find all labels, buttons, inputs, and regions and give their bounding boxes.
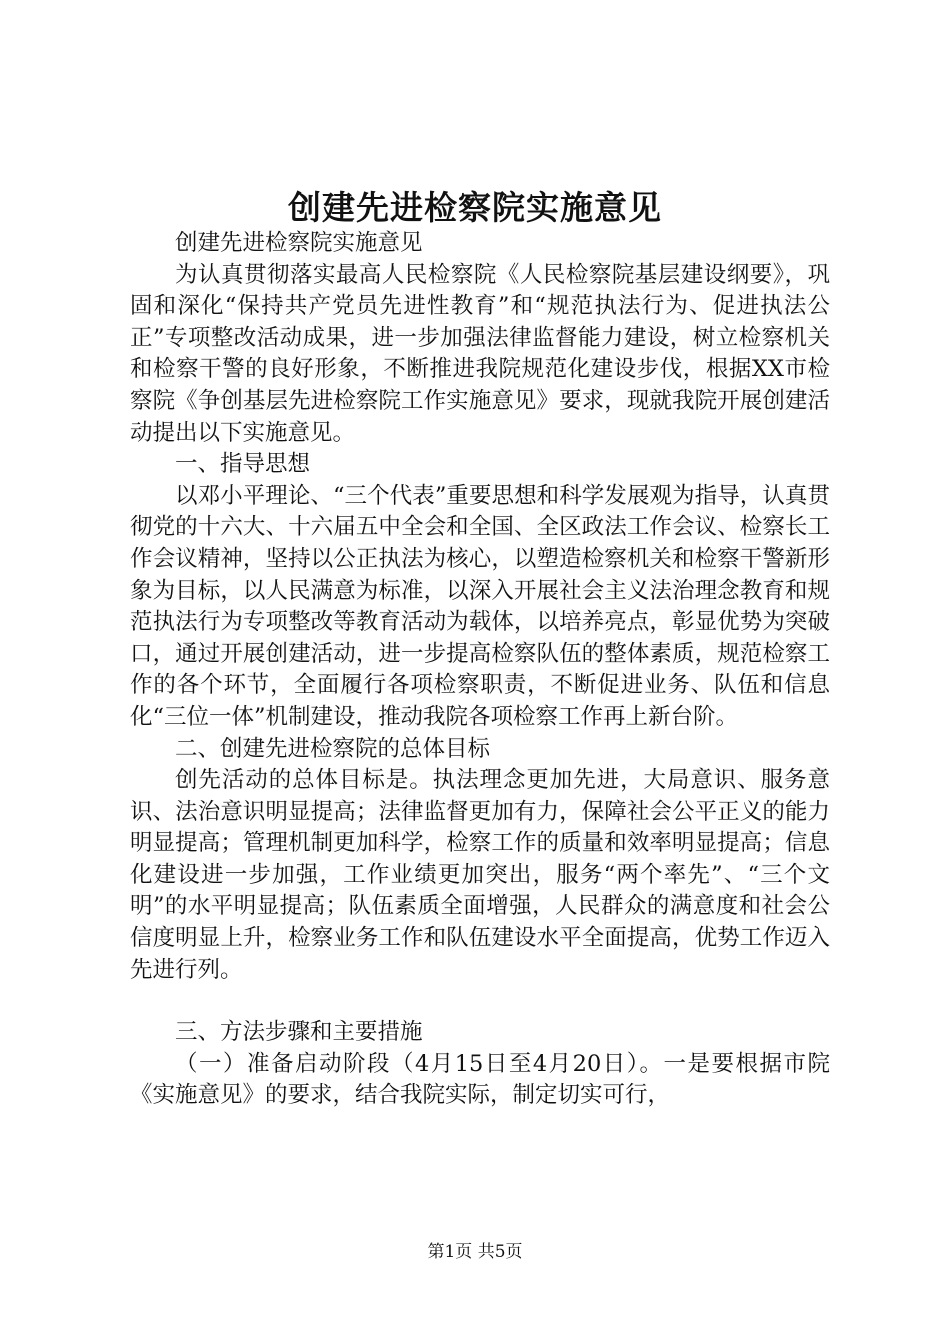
document-title: 创建先进检察院实施意见 xyxy=(288,188,662,227)
paragraph-intro: 为认真贯彻落实最高人民检察院《人民检察院基层建设纲要》，巩固和深化“保持共产党员先进性教育”和“规范执法行为、促进执法公正”专项整改活动成果，进一步加强法律监督能力建设，树立检察机关和检察干警的良好形象，不断推进我院规范化建设步伐，根据XX市检察院《争创基层先进检察院工作实施意见》要求，现就我院开展创建活动提出以下实施意见。 xyxy=(130,261,830,446)
page-footer: 第1页 共5页 xyxy=(427,1242,523,1262)
paragraph-heading-repeat: 创建先进检察院实施意见 xyxy=(175,230,423,256)
paragraph-overall-goal: 创先活动的总体目标是。执法理念更加先进，大局意识、服务意识、法治意识明显提高；法律监督更加有力，保障社会公平正义的能力明显提高；管理机制更加科学，检察工作的质量和效率明显提高；信息化建设进一步加强，工作业绩更加突出，服务“两个率先”、“三个文明”的水平明显提高；队伍素质全面增强，人民群众的满意度和社会公信度明显上升，检察业务工作和队伍建设水平全面提高，优势工作迈入先进行列。 xyxy=(130,767,830,983)
paragraph-guiding-ideology: 以邓小平理论、“三个代表”重要思想和科学发展观为指导，认真贯彻党的十六大、十六届五中全会和全国、全区政法工作会议、检察长工作会议精神，坚持以公正执法为核心，以塑造检察机关和检察干警新形象为目标，以人民满意为标准，以深入开展社会主义法治理念教育和规范执法行为专项整改等教育活动为载体，以培养亮点，彰显优势为突破口，通过开展创建活动，进一步提高检察队伍的整体素质，规范检察工作的各个环节，全面履行各项检察职责，不断促进业务、队伍和信息化“三位一体”机制建设，推动我院各项检察工作再上新台阶。 xyxy=(130,482,830,730)
document-body xyxy=(130,228,830,1112)
section-heading-methods: 三、方法步骤和主要措施 xyxy=(175,1019,423,1046)
section-heading-guiding-ideology: 一、指导思想 xyxy=(175,451,311,478)
paragraph-preparation-stage: （一）准备启动阶段（4月15日至4月20日）。一是要根据市院《实施意见》的要求，结合我院实际，制定切实可行， xyxy=(130,1050,830,1109)
section-heading-overall-goal: 二、创建先进检察院的总体目标 xyxy=(175,735,491,762)
